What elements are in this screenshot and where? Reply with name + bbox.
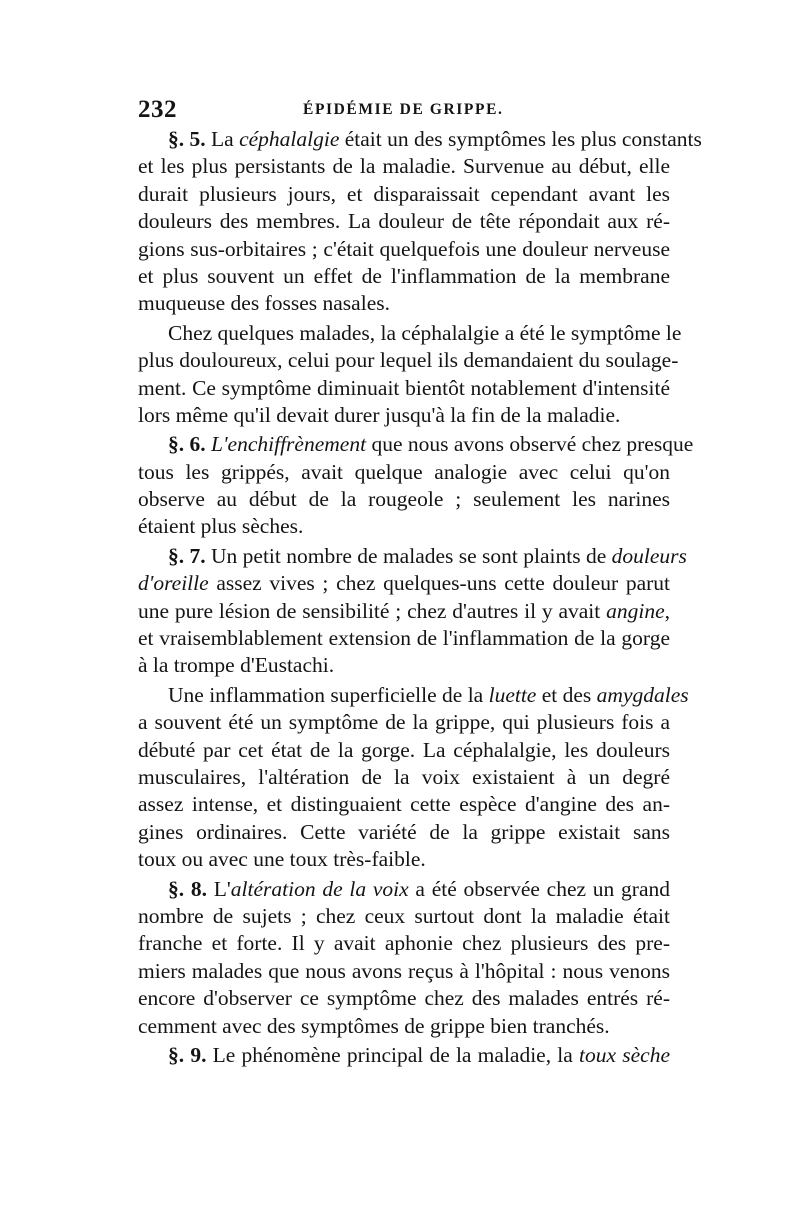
page-number: 232 <box>138 96 177 123</box>
italic-term: L'enchiffrènement <box>211 432 367 457</box>
text-line: muqueuse des fosses nasales. <box>138 291 390 316</box>
text-line: et plus souvent un effet de l'inflammation de la membrane <box>138 263 670 288</box>
section-mark: §. 6. <box>168 432 206 457</box>
text-line: et les plus persistants de la maladie. Survenue au début, elle <box>138 154 670 179</box>
section-mark: §. 8. <box>168 876 207 901</box>
text-line: à la trompe d'Eustachi. <box>138 653 335 678</box>
text-line: gines ordinaires. Cette variété de la grippe existait sans <box>138 819 670 844</box>
text-line: et vraisemblablement extension de l'inflammation de la gorge <box>138 626 670 651</box>
text-line: Chez quelques malades, la céphalalgie a été le symptôme le <box>168 320 682 345</box>
text-line: gions sus-orbitaires ; c'était quelquefois une douleur nerveuse <box>138 236 670 261</box>
italic-term: toux sèche <box>579 1042 670 1067</box>
section-mark: §. 5. <box>168 127 206 151</box>
text-line: observe au début de la rougeole ; seulement les narines <box>138 487 670 512</box>
text-line: tous les grippés, avait quelque analogie avec celui qu'on <box>138 459 670 484</box>
italic-term: amygdales <box>596 682 689 707</box>
text-line: cemment avec des symptômes de grippe bien tranchés. <box>138 1013 610 1038</box>
text-line: a souvent été un symptôme de la grippe, qui plusieurs fois a <box>138 710 670 735</box>
text-line: §. 7. Un petit nombre de malades se sont plaints de douleurs <box>168 543 687 568</box>
text-line: musculaires, l'altération de la voix existaient à un degré <box>138 764 670 789</box>
text-line: étaient plus sèches. <box>138 514 304 539</box>
text-line: d'oreille assez vives ; chez quelques-uns cette douleur parut <box>138 571 670 596</box>
text-line: une pure lésion de sensibilité ; chez d'autres il y avait angine, <box>138 598 671 623</box>
section-mark: §. 7. <box>168 543 206 568</box>
text-line: ment. Ce symptôme diminuait bientôt notablement d'intensité <box>138 375 670 400</box>
italic-term: douleurs <box>611 543 687 568</box>
text-line: lors même qu'il devait durer jusqu'à la fin de la maladie. <box>138 402 621 427</box>
text-line: franche et forte. Il y avait aphonie chez plusieurs des pre- <box>138 931 670 956</box>
page-header <box>138 96 670 126</box>
italic-term: d'oreille <box>138 571 209 596</box>
text-line: §. 6. L'enchiffrènement que nous avons observé chez presque <box>168 432 694 457</box>
text-line: §. 5. La céphalalgie était un des symptômes les plus constants <box>168 127 702 151</box>
text-line: assez intense, et distinguaient cette espèce d'angine des an- <box>138 792 670 817</box>
text-line: encore d'observer ce symptôme chez des malades entrés ré- <box>138 986 670 1011</box>
text-line: §. 8. L'altération de la voix a été observée chez un grand <box>168 876 670 901</box>
italic-term: altération de la voix <box>230 876 409 901</box>
running-head: ÉPIDÉMIE DE GRIPPE. <box>303 101 504 118</box>
text-line: nombre de sujets ; chez ceux surtout dont la maladie était <box>138 903 670 928</box>
text-line: §. 9. Le phénomène principal de la maladie, la toux sèche <box>168 1042 670 1067</box>
text-line: débuté par cet état de la gorge. La céphalalgie, les douleurs <box>138 737 670 762</box>
text-line: plus douloureux, celui pour lequel ils demandaient du soulage- <box>138 348 679 373</box>
text-line: miers malades que nous avons reçus à l'hôpital : nous venons <box>138 958 670 983</box>
text-line: Une inflammation superficielle de la luette et des amygdales <box>168 682 689 707</box>
body-text <box>138 126 702 1069</box>
italic-term: angine <box>606 598 665 623</box>
section-mark: §. 9. <box>168 1042 207 1067</box>
text-line: douleurs des membres. La douleur de tête répondait aux ré- <box>138 209 670 234</box>
italic-term: céphalalgie <box>239 127 340 151</box>
italic-term: luette <box>488 682 537 707</box>
text-line: toux ou avec une toux très-faible. <box>138 847 426 872</box>
text-line: durait plusieurs jours, et disparaissait cependant avant les <box>138 181 670 206</box>
